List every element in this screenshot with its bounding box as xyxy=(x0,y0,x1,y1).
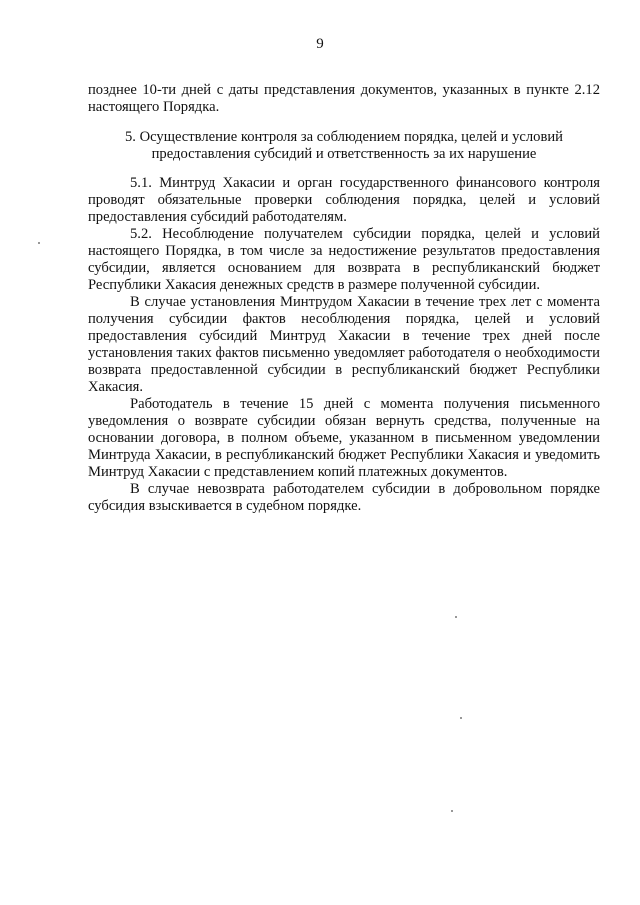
section-body xyxy=(88,175,600,515)
section-heading: 5. Осуществление контроля за соблюдением порядка, целей и условий предоставления субсидий и ответственность за их нарушение xyxy=(125,129,563,162)
paragraph-5-1: 5.1. Минтруд Хакасии и орган государственного финансового контроля проводят обязательные проверки соблюдения порядка, целей и условий предоставления субсидий работодателям. xyxy=(88,175,600,225)
scan-speck xyxy=(455,616,457,618)
continuation-block xyxy=(88,82,600,116)
paragraph-5-2: 5.2. Несоблюдение получателем субсидии порядка, целей и условий настоящего Порядка, в том числе за недостижение результатов предоставления субсидии, является основанием для возврата в республиканский бюджет Республики Хакасия денежных средств в размере полученной субсидии. xyxy=(88,226,600,293)
paragraph-judicial-recovery: В случае невозврата работодателем субсидии в добровольном порядке субсидия взыскивается в судебном порядке. xyxy=(88,481,600,514)
paragraph-refund-obligation: Работодатель в течение 15 дней с момента получения письменного уведомления о возврате субсидии обязан вернуть средства, полученные на основании договора, в полном объеме, указанном в письменном уведомлении Минтруда Хакасии, в республиканский бюджет Республики Хакасия и уведомить Минтруд Хакасии с представлением копий платежных документов. xyxy=(88,396,600,480)
paragraph-violation-notice: В случае установления Минтрудом Хакасии в течение трех лет с момента получения субсидии фактов несоблюдения порядка, целей и условий предоставления субсидий Минтруд Хакасии в течение трех дней после установления таких фактов письменно уведомляет работодателя о необходимости возврата предоставленной субсидии в республиканский бюджет Республики Хакасия. xyxy=(88,294,600,395)
scan-speck xyxy=(38,242,40,244)
scan-speck xyxy=(451,810,453,812)
scan-speck xyxy=(460,717,462,719)
continuation-paragraph: позднее 10-ти дней с даты представления документов, указанных в пункте 2.12 настоящего Порядка. xyxy=(88,82,600,115)
page-number: 9 xyxy=(316,36,324,52)
